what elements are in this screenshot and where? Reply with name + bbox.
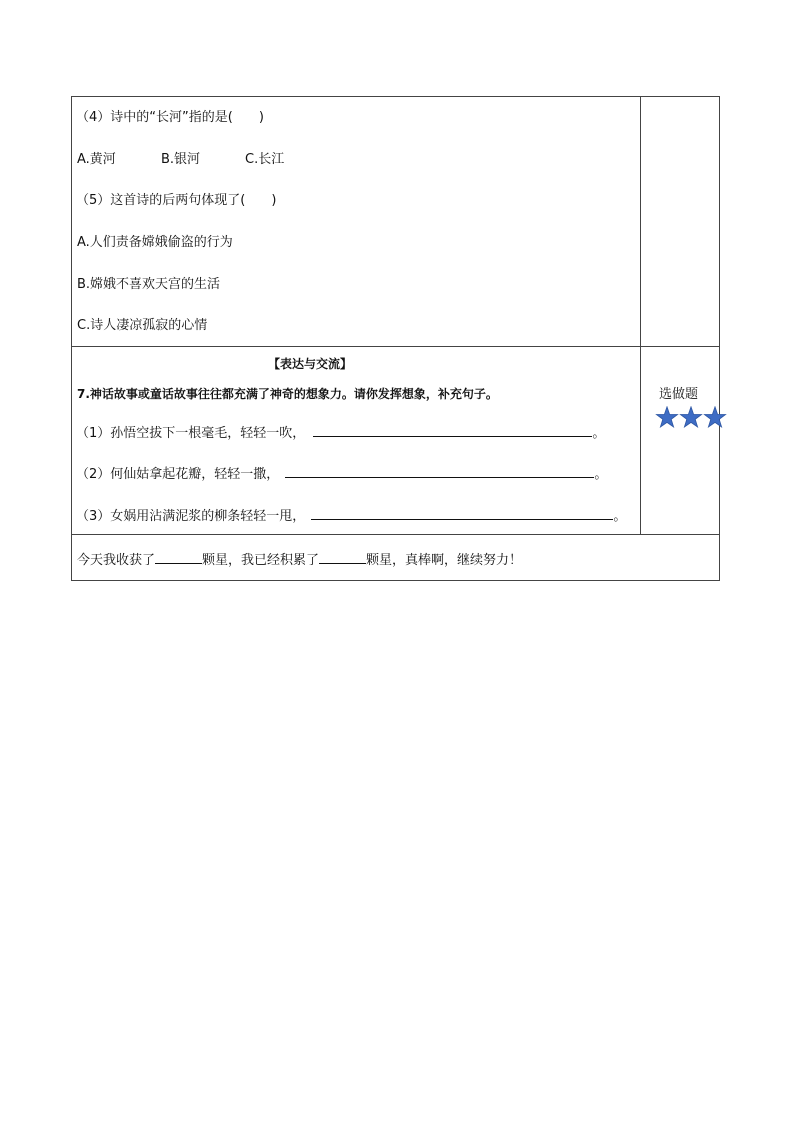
stars-total-blank[interactable] [319, 551, 366, 564]
question-4-option-c: C.长江 [245, 152, 285, 167]
star-rating [655, 406, 727, 430]
question-4: （4）诗中的“长河”指的是( ) [76, 110, 264, 125]
question-5-option-c: C.诗人凄凉孤寂的心情 [77, 318, 208, 333]
fill-item-2-text: （2）何仙姑拿起花瓣，轻轻一撒， [76, 467, 280, 482]
fill-item-1-end: 。 [592, 426, 606, 441]
star-icon [704, 407, 725, 427]
fill-item-3-end: 。 [613, 509, 627, 524]
optional-label: 选做题 [659, 387, 699, 402]
table-column-divider [640, 96, 641, 535]
table-border-top [71, 96, 720, 97]
fill-item-1-text: （1）孙悟空拔下一根毫毛，轻轻一吹， [76, 426, 306, 441]
fill-item-3 [76, 507, 626, 525]
question-7-prompt: 7.神话故事或童话故事往往都充满了神奇的想象力。请你发挥想象，补充句子。 [77, 387, 498, 401]
question-4-option-b: B.银河 [161, 152, 201, 167]
star-icon [656, 407, 677, 427]
star-summary-part-1: 今天我收获了 [77, 553, 156, 568]
fill-item-3-text: （3）女娲用沾满泥浆的柳条轻轻一甩， [76, 509, 306, 524]
fill-item-1 [76, 424, 605, 442]
star-summary-part-3: 颗星，真棒啊，继续努力！ [366, 553, 523, 568]
fill-item-2-end: 。 [594, 467, 608, 482]
answer-blank-1[interactable] [313, 424, 592, 437]
question-5: （5）这首诗的后两句体现了( ) [76, 193, 277, 208]
table-row-divider-2 [71, 534, 720, 535]
fill-item-2 [76, 465, 607, 483]
stars-earned-blank[interactable] [155, 551, 202, 564]
table-border-bottom [71, 580, 720, 581]
table-row-divider-1 [71, 346, 720, 347]
table-border-left [71, 96, 72, 581]
question-4-option-a: A.黄河 [77, 152, 116, 167]
star-icon [680, 407, 701, 427]
section-heading: 【表达与交流】 [268, 357, 353, 371]
answer-blank-2[interactable] [285, 465, 594, 478]
worksheet-table [71, 96, 720, 581]
answer-blank-3[interactable] [311, 507, 613, 520]
star-summary [77, 551, 522, 569]
star-summary-part-2: 颗星，我已经积累了 [202, 553, 320, 568]
question-5-option-b: B.嫦娥不喜欢天宫的生活 [77, 277, 221, 292]
question-5-option-a: A.人们责备嫦娥偷盗的行为 [77, 235, 233, 250]
table-border-right [719, 96, 720, 581]
